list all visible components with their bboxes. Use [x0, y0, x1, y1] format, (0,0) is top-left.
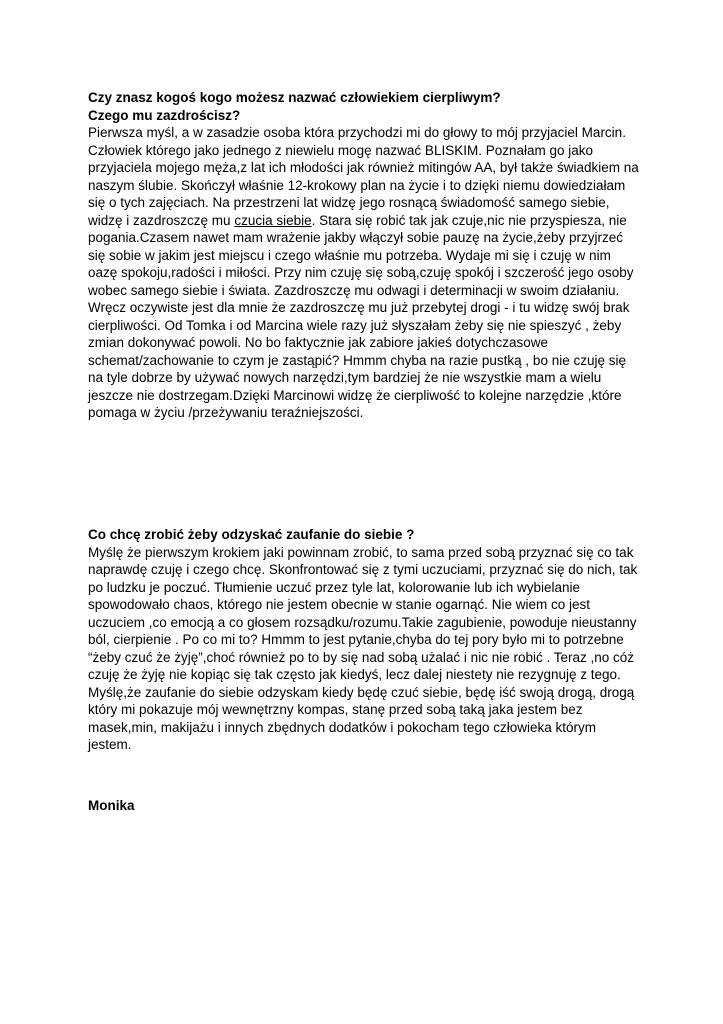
paragraph-line: uczuciem ,co emocją a co głosem rozsądku/rozumu.Takie zagubienie, powoduje nieustanny: [88, 614, 637, 630]
paragraph-line: masek,min, makijażu i innych zbędnych dodatków i pokocham tego człowieka którym: [88, 719, 596, 735]
paragraph-line: Pierwsza myśl, a w zasadzie osoba która przychodzi mi do głowy to mój przyjaciel Marcin.: [88, 125, 626, 140]
paragraph-line: spowodowało chaos, którego nie jestem obecnie w stanie ogarnąć. Nie wiem co jest: [88, 597, 591, 612]
author-signature: Monika: [88, 798, 135, 813]
section1-heading-line2: Czego mu zazdrościsz?: [88, 107, 241, 123]
section-self-trust: [88, 526, 648, 754]
paragraph-line: który mi pokazuje mój wewnętrzny kompas, stanę przed sobą taką jaka jestem bez: [88, 702, 583, 717]
paragraph-line: “żeby czuć że żyję”,choć również po to by się nad sobą użalać i nic nie robić . Teraz ,no cóż: [88, 649, 635, 665]
section1-heading-line1: Czy znasz kogoś kogo możesz nazwać człowiekiem cierpliwym?: [88, 90, 501, 105]
paragraph-line: przyjaciela mojego męża,z lat ich młodości jak również mitingów AA, był także świadkiem na: [88, 160, 639, 175]
paragraph-line: Wręcz oczywiste jest dla mnie że zazdroszczę mu już przebytej drogi - i tu widzę swój brak: [88, 300, 630, 315]
paragraph-line: [88, 212, 648, 230]
text-run: . Stara się robić tak jak czuje,nic nie przyspiesza, nie: [311, 212, 627, 228]
signature-block: [88, 797, 648, 815]
paragraph-line: po ludzku je poczuć. Tłumienie uczuć przez tyle lat, kolorowanie lub ich wybielanie: [88, 579, 581, 595]
paragraph-line: oazę spokoju,radości i miłości. Przy nim czuję się sobą,czuję spokój i szczerość jego osoby: [88, 265, 634, 280]
paragraph-line: pogania.Czasem nawet mam wrażenie jakby włączył sobie pauzę na życie,żeby przyjrzeć: [88, 230, 623, 245]
paragraph-line: ból, cierpienie . Po co mi to? Hmmm to jest pytanie,chyba do tej pory było mi to potrzebne: [88, 632, 624, 647]
paragraph-line: Człowiek którego jako jednego z niewielu mogę nazwać BLISKIM. Poznałam go jako: [88, 142, 594, 158]
paragraph-line: schemat/zachowanie to czym je zastąpić? Hmmm chyba na razie pustką , bo nie czuję się: [88, 352, 626, 368]
paragraph-line: pomaga w życiu /przeżywaniu teraźniejszości.: [88, 405, 364, 420]
paragraph-line: czuję że żyję nie kopiąc się tak często jak kiedyś, lecz dalej niestety nie rezygnuję z tego.: [88, 667, 621, 682]
text-run: widzę i zazdroszczę mu: [88, 212, 235, 228]
paragraph-line: Myślę,że zaufanie do siebie odzyskam kiedy będę czuć siebie, będę iść swoją drogą, drogą: [88, 684, 635, 700]
section-patience: [88, 89, 648, 422]
underlined-phrase: czucia siebie: [234, 212, 312, 228]
paragraph-line: jeszcze nie dostrzegam.Dzięki Marcinowi widzę że cierpliwość to kolejne narzędzie ,które: [88, 387, 622, 403]
paragraph-line: cierpliwości. Od Tomka i od Marcina wiele razy już słyszałam żeby się nie spieszyć , żeby: [88, 317, 622, 333]
paragraph-line: wobec samego siebie i świata. Zazdroszczę mu odwagi i determinacji w swoim działaniu.: [88, 282, 620, 298]
paragraph-line: się sobie w jakim jest miejscu i czego właśnie mu potrzeba. Wydaje mi się i czuję w nim: [88, 247, 611, 263]
paragraph-line: zmian dokonywać powoli. No bo faktycznie jak zabiore jakieś dotychczasowe: [88, 335, 548, 350]
section2-heading: Co chcę zrobić żeby odzyskać zaufanie do siebie ?: [88, 527, 415, 542]
paragraph-line: się o tych zajęciach. Na przestrzeni lat widzę jego rosnącą świadomość samego siebie,: [88, 195, 610, 210]
paragraph-line: Myślę że pierwszym krokiem jaki powinnam zrobić, to sama przed sobą przyznać się co tak: [88, 544, 634, 560]
paragraph-line: jestem.: [88, 737, 132, 752]
paragraph-line: naszym ślubie. Skończył właśnie 12-krokowy plan na życie i to dzięki niemu dowiedziałam: [88, 177, 626, 193]
paragraph-line: naprawdę czuję i czego chcę. Skonfrontować się z tymi uczuciami, przyznać się do nich, tak: [88, 562, 638, 577]
paragraph-line: na tyle dobrze by używać nowych narzędzi,tym bardziej że nie wszystkie mam a wielu: [88, 370, 602, 385]
